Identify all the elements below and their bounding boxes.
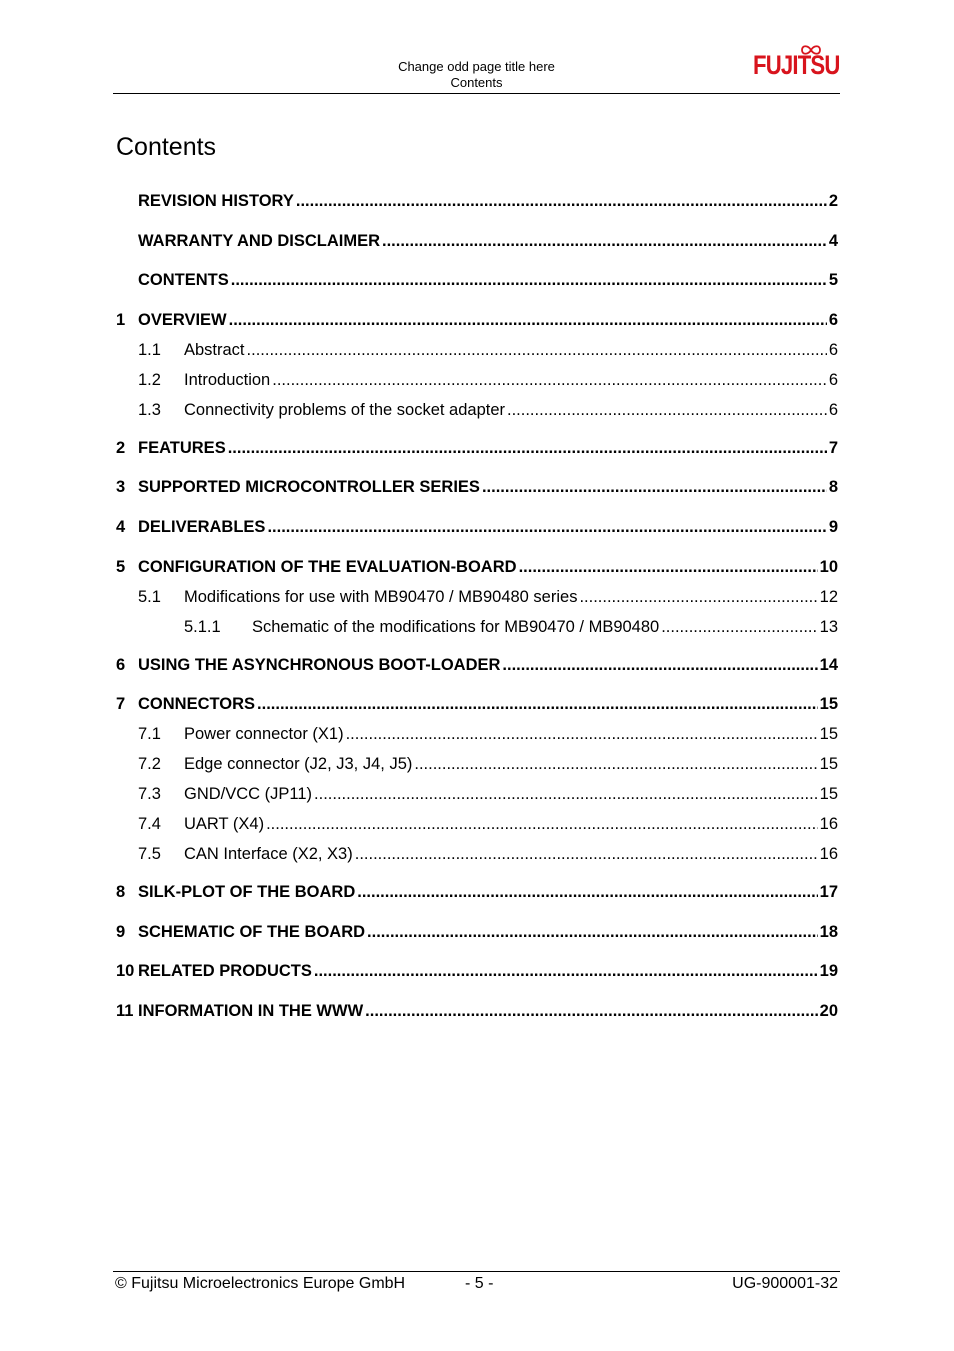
toc-dot-leader: [502, 654, 817, 676]
toc-entry-page: 4: [828, 231, 838, 250]
toc-entry-number: 7: [116, 695, 126, 714]
toc-dot-leader: [661, 616, 817, 638]
toc-entry-page: 15: [819, 785, 838, 804]
toc-entry-label: WARRANTY AND DISCLAIMER: [138, 231, 380, 250]
toc-entry[interactable]: [116, 516, 838, 546]
toc-dot-leader: [257, 693, 818, 715]
toc-entry[interactable]: [116, 921, 838, 951]
toc-entry[interactable]: [116, 960, 838, 990]
header-line-1: Change odd page title here: [398, 59, 555, 74]
toc-entry-label: CAN Interface (X2, X3): [184, 845, 353, 864]
toc-dot-leader: [314, 783, 818, 805]
toc-entry-label: USING THE ASYNCHRONOUS BOOT-LOADER: [138, 655, 501, 674]
toc-entry-number: 1: [116, 310, 126, 329]
toc-dot-leader: [296, 190, 827, 212]
toc-entry-page: 10: [819, 557, 838, 576]
toc-entry-label: Edge connector (J2, J3, J4, J5): [184, 755, 413, 774]
footer-page-number: - 5 -: [465, 1275, 494, 1292]
toc-entry[interactable]: [116, 881, 838, 911]
toc-entry-number: 8: [116, 883, 126, 902]
toc-entry-page: 15: [819, 695, 838, 714]
toc-entry[interactable]: [116, 616, 838, 646]
toc-entry-page: 7: [828, 438, 838, 457]
toc-entry-label: CONTENTS: [138, 271, 229, 290]
header-line-2: Contents: [450, 75, 503, 90]
toc-entry-label: Introduction: [184, 370, 271, 389]
toc-entry[interactable]: [116, 1000, 838, 1030]
toc-entry-page: 2: [828, 192, 838, 210]
toc-entry-number: 1.1: [138, 340, 161, 359]
toc-entry-number: 5.1.1: [184, 617, 221, 636]
toc-dot-leader: [382, 230, 827, 252]
toc-entry-label: CONNECTORS: [138, 695, 256, 714]
toc-entry-page: 15: [819, 725, 838, 744]
toc-dot-leader: [519, 556, 818, 578]
toc-entry[interactable]: [116, 309, 838, 339]
toc-entry-label: Modifications for use with MB90470 / MB90480 series: [184, 587, 578, 606]
toc-dot-leader: [267, 516, 826, 538]
toc-entry-number: 7.3: [138, 785, 161, 804]
toc-entry-label: Schematic of the modifications for MB90470 / MB90480: [252, 617, 660, 636]
toc-entry-label: Abstract: [184, 340, 245, 359]
toc-entry-number: 5: [116, 557, 126, 576]
toc-entry-page: 17: [819, 883, 838, 902]
toc-entry-number: 7.5: [138, 845, 161, 864]
toc-entry-label: DELIVERABLES: [138, 517, 266, 536]
toc-entry-label: UART (X4): [184, 815, 265, 834]
toc-entry-label: SCHEMATIC OF THE BOARD: [138, 922, 366, 941]
toc-entry-number: 10: [116, 962, 135, 981]
toc-entry[interactable]: [116, 190, 838, 220]
toc-entry-page: 14: [819, 655, 838, 674]
toc-entry-page: 12: [819, 587, 838, 606]
toc-entry-number: 7.2: [138, 755, 161, 774]
toc-entry[interactable]: [116, 813, 838, 843]
toc-entry[interactable]: [116, 437, 838, 467]
logo-text: FUJITSU: [753, 50, 840, 80]
footer-doc-id: UG-900001-32: [732, 1275, 838, 1292]
toc-entry-label: INFORMATION IN THE WWW: [138, 1001, 364, 1020]
toc-dot-leader: [355, 843, 818, 865]
page-footer: [113, 1271, 840, 1292]
toc-entry-page: 9: [828, 517, 838, 536]
toc-entry[interactable]: [116, 654, 838, 684]
toc-entry[interactable]: [116, 269, 838, 299]
toc-entry-label: SUPPORTED MICROCONTROLLER SERIES: [138, 478, 480, 497]
toc-entry-label: RELATED PRODUCTS: [138, 962, 312, 981]
toc-entry-page: 18: [819, 922, 838, 941]
toc-entry-label: Connectivity problems of the socket adapter: [184, 400, 506, 419]
toc-entry-number: 9: [116, 922, 126, 941]
toc-dot-leader: [231, 269, 827, 291]
table-of-contents: [116, 190, 838, 1030]
toc-dot-leader: [314, 960, 818, 982]
toc-entry-page: 13: [819, 617, 838, 636]
toc-entry[interactable]: [116, 369, 838, 399]
toc-dot-leader: [365, 1000, 817, 1022]
toc-entry-number: 5.1: [138, 587, 161, 606]
toc-entry-page: 15: [819, 755, 838, 774]
toc-entry[interactable]: [116, 399, 838, 429]
toc-dot-leader: [507, 399, 827, 421]
toc-entry[interactable]: [116, 723, 838, 753]
toc-entry-number: 3: [116, 478, 126, 497]
toc-entry-page: 20: [819, 1001, 838, 1020]
toc-entry-page: 16: [819, 815, 838, 834]
toc-entry-label: OVERVIEW: [138, 310, 227, 329]
toc-entry-number: 11: [116, 1001, 134, 1020]
toc-entry-number: 1.2: [138, 370, 161, 389]
footer-copyright: © Fujitsu Microelectronics Europe GmbH: [115, 1275, 406, 1292]
toc-entry-number: 1.3: [138, 400, 161, 419]
toc-entry-number: 7.4: [138, 815, 161, 834]
toc-entry-number: 2: [116, 438, 126, 457]
toc-entry[interactable]: [116, 586, 838, 616]
toc-entry-page: 16: [819, 845, 838, 864]
toc-entry-page: 6: [828, 370, 838, 389]
toc-entry[interactable]: [116, 693, 838, 723]
toc-entry[interactable]: [116, 753, 838, 783]
toc-dot-leader: [346, 723, 818, 745]
toc-entry[interactable]: [116, 556, 838, 586]
toc-entry-label: SILK-PLOT OF THE BOARD: [138, 883, 356, 902]
toc-entry[interactable]: [116, 230, 838, 260]
toc-entry-label: FEATURES: [138, 438, 226, 457]
toc-dot-leader: [357, 881, 817, 903]
toc-dot-leader: [247, 339, 827, 361]
toc-entry[interactable]: [116, 339, 838, 369]
toc-entry-page: 5: [828, 271, 838, 290]
toc-entry-page: 6: [828, 310, 838, 329]
toc-entry-label: GND/VCC (JP11): [184, 785, 313, 804]
toc-dot-leader: [266, 813, 818, 835]
toc-entry-label: Power connector (X1): [184, 725, 344, 744]
toc-dot-leader: [272, 369, 827, 391]
toc-entry-label: CONFIGURATION OF THE EVALUATION-BOARD: [138, 557, 517, 576]
toc-entry-page: 6: [828, 340, 838, 359]
toc-dot-leader: [228, 437, 827, 459]
toc-dot-leader: [482, 476, 827, 498]
toc-entry-number: 6: [116, 655, 126, 674]
toc-dot-leader: [414, 753, 817, 775]
toc-entry-page: 8: [828, 478, 838, 497]
page-title: Contents: [116, 133, 217, 161]
toc-dot-leader: [367, 921, 818, 943]
toc-entry[interactable]: [116, 783, 838, 813]
toc-entry-page: 19: [819, 962, 838, 981]
toc-entry-label: REVISION HISTORY: [138, 192, 294, 210]
toc-entry-number: 7.1: [138, 725, 161, 744]
page-header: [113, 50, 840, 94]
fujitsu-logo: [750, 45, 840, 89]
toc-entry-page: 6: [828, 400, 838, 419]
toc-dot-leader: [579, 586, 817, 608]
toc-entry[interactable]: [116, 476, 838, 506]
toc-entry[interactable]: [116, 843, 838, 873]
toc-entry-number: 4: [116, 517, 126, 536]
header-text: [113, 59, 840, 91]
toc-dot-leader: [229, 309, 827, 331]
